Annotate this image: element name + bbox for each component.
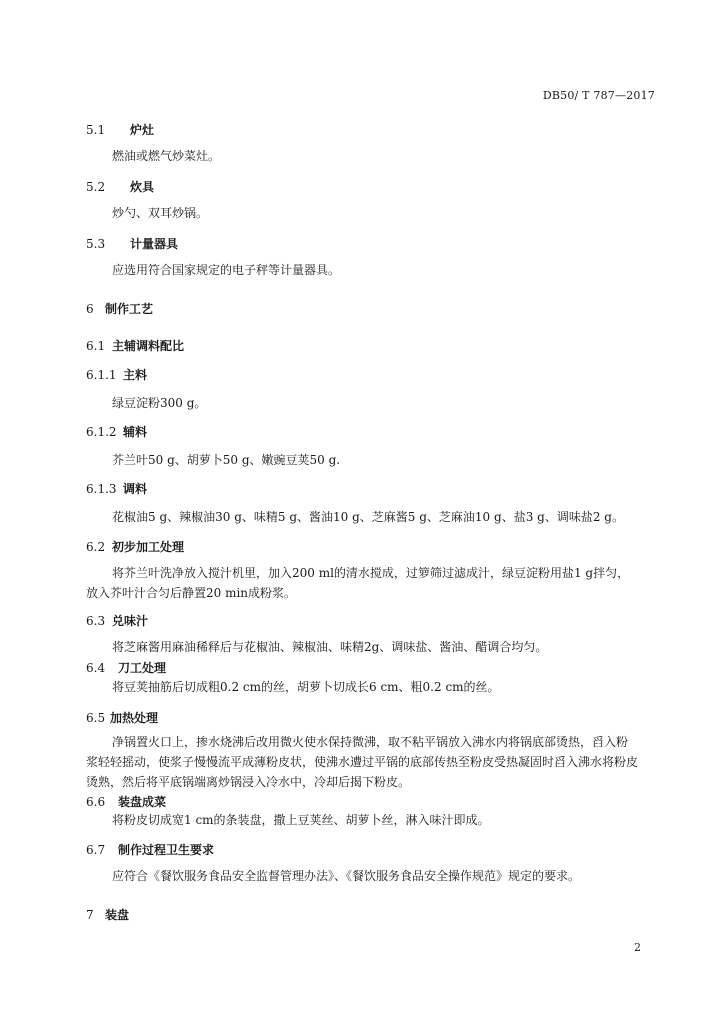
paragraph-5-2: 炒勺、双耳炒锅。: [112, 206, 209, 220]
section-title: 装盘成菜: [118, 795, 167, 809]
section-heading-5-3: [86, 235, 178, 252]
paragraph-6-4: 将豆荚抽筋后切成粗0.2 cm的丝，胡萝卜切成长6 cm、粗0.2 cm的丝。: [112, 680, 500, 694]
section-title: 主辅调料配比: [112, 339, 185, 353]
section-heading-6-1-2: [86, 423, 147, 440]
paragraph-6-1-1: 绿豆淀粉300 g。: [112, 396, 207, 410]
paragraph-6-3: 将芝麻酱用麻油稀释后与花椒油、辣椒油、味精2g、调味盐、酱油、醋调合均匀。: [112, 640, 548, 654]
section-heading-6: [86, 300, 153, 317]
section-title: 辅料: [123, 425, 148, 439]
section-number: 6: [86, 302, 94, 316]
section-number: 5.2: [86, 180, 106, 194]
section-heading-6-4: [86, 659, 166, 676]
section-number: 5.1: [86, 123, 106, 137]
section-heading-6-1: [86, 337, 184, 354]
section-heading-6-5: [86, 709, 158, 726]
section-heading-6-6: [86, 793, 166, 810]
paragraph-6-7: 应符合《餐饮服务食品安全监督管理办法》、《餐饮服务食品安全操作规范》规定的要求。: [112, 869, 581, 883]
section-title: 调料: [123, 482, 148, 496]
section-number: 6.3: [86, 614, 106, 628]
section-title: 加热处理: [110, 711, 159, 725]
paragraph-5-3: 应选用符合国家规定的电子秤等计量器具。: [112, 263, 341, 277]
document-code-header: DB50/ T 787—2017: [542, 89, 655, 102]
section-title: 兑味汁: [112, 614, 149, 628]
paragraph-6-2: 将芥兰叶洗净放入搅汁机里，加入200 ml的清水搅成，过箩筛过滤成汁，绿豆淀粉用盐1 g拌匀，放入芥叶汁合匀后静置20 min成粉浆。: [86, 566, 630, 600]
section-number: 6.6: [86, 795, 106, 809]
section-heading-5-2: [86, 178, 154, 195]
section-number: 6.2: [86, 540, 106, 554]
section-heading-6-3: [86, 612, 148, 629]
paragraph-6-1-3: 花椒油5 g、辣椒油30 g、味精5 g、酱油10 g、芝麻酱5 g、芝麻油10 g、盐3 g、调味盐2 g。: [112, 510, 624, 524]
section-number: 6.1.2: [86, 425, 117, 439]
section-number: 6.1.1: [86, 368, 117, 382]
section-number: 6.5: [86, 711, 106, 725]
section-title: 炊具: [130, 180, 155, 194]
section-title: 制作过程卫生要求: [118, 843, 215, 857]
section-heading-6-1-1: [86, 366, 147, 383]
paragraph-5-1: 燃油或燃气炒菜灶。: [112, 149, 221, 163]
section-title: 制作工艺: [105, 302, 154, 316]
paragraph-6-5: 净锅置火口上，掺水烧沸后改用微火使水保持微沸，取不粘平锅放入沸水内将锅底部烫热，舀入粉浆轻轻摇动，使浆子慢慢流平成薄粉皮状，使沸水遭过平锅的底部传热至粉皮受热凝固时舀入沸水将粉皮烫熟，然后将平底锅端离炒锅浸入冷水中，冷却后揭下粉皮。: [86, 735, 639, 789]
section-heading-6-1-3: [86, 480, 147, 497]
section-number: 6.1.3: [86, 482, 117, 496]
section-heading-6-7: [86, 841, 214, 858]
section-title: 装盘: [105, 908, 130, 922]
section-title: 初步加工处理: [112, 540, 185, 554]
paragraph-6-6: 将粉皮切成宽1 cm的条装盘，撒上豆荚丝、胡萝卜丝，淋入味汁即成。: [112, 813, 490, 827]
section-number: 5.3: [86, 237, 106, 251]
section-number: 6.1: [86, 339, 106, 353]
paragraph-6-1-2: 芥兰叶50 g、胡萝卜50 g、嫩豌豆荚50 g.: [112, 453, 341, 467]
section-title: 计量器具: [130, 237, 179, 251]
section-heading-6-2: [86, 538, 184, 555]
section-heading-7: [86, 906, 129, 923]
section-number: 6.4: [86, 661, 106, 675]
section-title: 刀工处理: [118, 661, 167, 675]
section-title: 炉灶: [130, 123, 155, 137]
page-number: 2: [634, 941, 641, 954]
section-number: 7: [86, 908, 94, 922]
section-title: 主料: [123, 368, 148, 382]
section-heading-5-1: [86, 121, 154, 138]
section-number: 6.7: [86, 843, 106, 857]
